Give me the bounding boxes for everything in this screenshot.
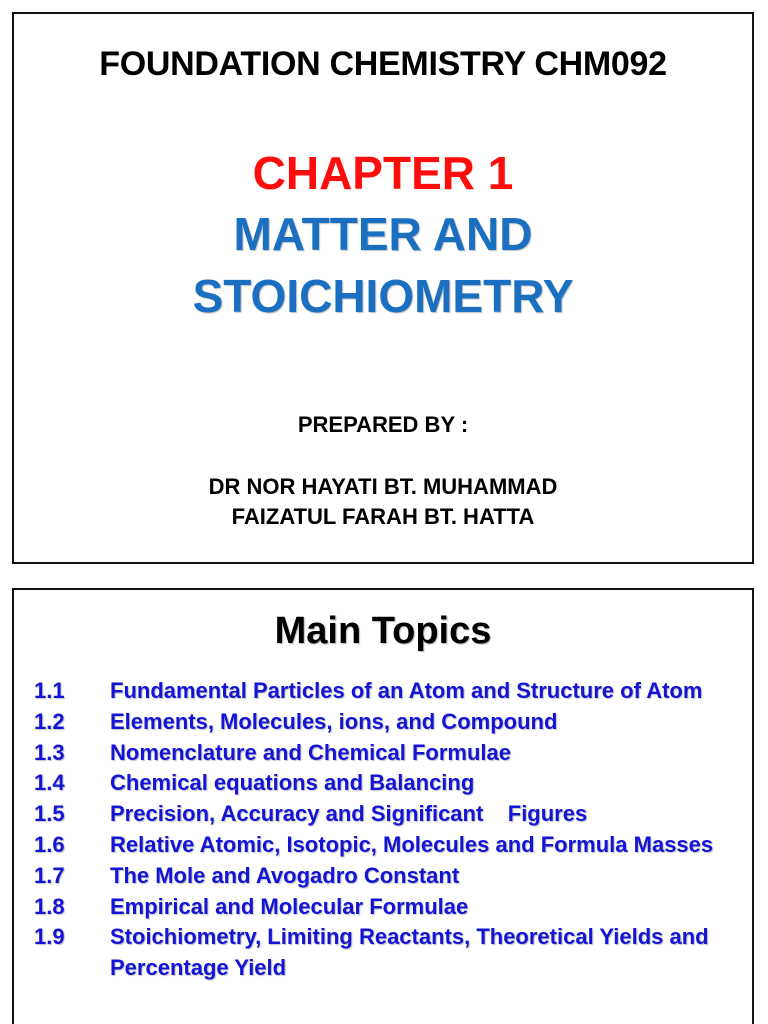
topic-text: Nomenclature and Chemical Formulae <box>110 739 511 765</box>
topic-number: 1.5 <box>34 801 65 827</box>
topic-text: Stoichiometry, Limiting Reactants, Theoretical Yields and Percentage Yield <box>110 924 715 981</box>
topic-item <box>34 676 742 707</box>
topic-item <box>34 922 742 984</box>
topic-number: 1.3 <box>34 739 65 765</box>
topic-item <box>34 892 742 923</box>
main-topics-heading: Main Topics <box>274 610 492 652</box>
author-name-1: DR NOR HAYATI BT. MUHAMMAD <box>208 474 558 499</box>
topic-number: 1.4 <box>34 770 65 796</box>
chapter-title-line1: MATTER AND <box>233 208 533 260</box>
author-name-2: FAIZATUL FARAH BT. HATTA <box>231 504 535 529</box>
topic-text: Empirical and Molecular Formulae <box>110 893 469 919</box>
topic-item <box>34 799 742 830</box>
topic-list <box>34 676 742 984</box>
topic-text: Precision, Accuracy and Significant Figures <box>110 801 588 827</box>
chapter-title-line2: STOICHIOMETRY <box>192 270 574 322</box>
topic-item <box>34 768 742 799</box>
topic-number: 1.2 <box>34 708 65 734</box>
topic-number: 1.8 <box>34 893 65 919</box>
topic-text: Chemical equations and Balancing <box>110 770 475 796</box>
topic-item <box>34 861 742 892</box>
topic-number: 1.1 <box>34 678 65 703</box>
topic-text: Elements, Molecules, ions, and Compound <box>110 708 558 734</box>
topic-text: Relative Atomic, Isotopic, Molecules and Formula Masses <box>110 831 714 857</box>
topic-number: 1.7 <box>34 862 65 888</box>
prepared-by-label: PREPARED BY : <box>297 412 469 437</box>
topic-item <box>34 707 742 738</box>
topic-number: 1.9 <box>34 924 65 950</box>
topic-text: The Mole and Avogadro Constant <box>110 862 460 888</box>
topic-item <box>34 830 742 861</box>
topic-item <box>34 738 742 769</box>
main-topics-slide <box>12 588 754 1024</box>
topic-text: Fundamental Particles of an Atom and Structure of Atom <box>110 678 703 703</box>
topic-number: 1.6 <box>34 831 65 857</box>
course-title: FOUNDATION CHEMISTRY CHM092 <box>99 45 667 83</box>
title-slide <box>12 12 754 564</box>
chapter-label: CHAPTER 1 <box>252 147 514 199</box>
